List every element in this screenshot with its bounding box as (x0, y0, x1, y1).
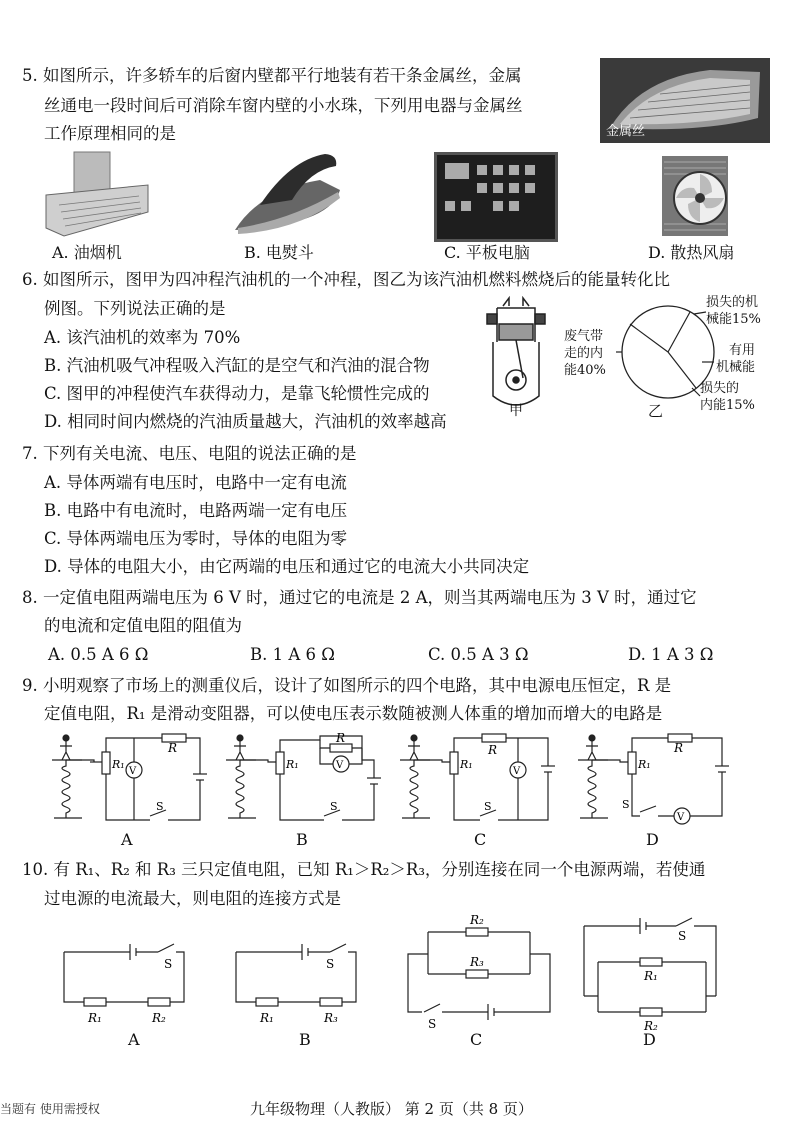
q9c-r1-label: R₁ (460, 758, 473, 771)
q10a-res1-label: R₁ (88, 1011, 102, 1025)
q10-circuit-c (404, 910, 554, 1030)
q9c-voltmeter-label: V (513, 766, 521, 777)
q9a-voltmeter-label: V (129, 766, 137, 777)
q9-circuit-c (398, 730, 568, 830)
q9b-r1-label: R₁ (286, 758, 299, 771)
fig-yi-label: 乙 (648, 402, 664, 420)
q10-circuit-a (60, 936, 200, 1028)
q7-option-c: C. 导体两端电压为零时，导体的电阻为零 (44, 529, 348, 548)
q10b-res1-label: R₁ (260, 1011, 274, 1025)
q9-label-b: B (296, 830, 308, 849)
q9-line2: 定值电阻，R₁ 是滑动变阻器，可以使电压表示数随被测人体重的增加而增大的电路是 (44, 704, 663, 723)
q9-label-d: D (646, 830, 659, 849)
q10-label-c: C (470, 1030, 483, 1049)
q10c-res3-label: R₃ (470, 955, 484, 969)
fig-jia-label: 甲 (509, 403, 523, 419)
q6-line1: 6. 如图所示，图甲为四冲程汽油机的一个冲程，图乙为该汽油机燃料燃烧后的能量转化比 (22, 270, 670, 289)
q8-line1: 8. 一定值电阻两端电压为 6 V 时，通过它的电流是 2 A，则当其两端电压为 3 V 时，通过它 (22, 588, 697, 607)
q9d-r1-label: R₁ (638, 758, 651, 771)
q9-circuit-a (50, 730, 220, 830)
q10a-res2-label: R₂ (152, 1011, 166, 1025)
footer-left-cut: 当题有 使用需授权 (0, 1102, 100, 1116)
cooling-fan-image (652, 148, 742, 240)
q10d-res1-label: R₁ (644, 969, 658, 983)
q7-option-a: A. 导体两端有电压时，电路中一定有电流 (44, 473, 347, 492)
q10-label-a: A (128, 1030, 140, 1049)
q9b-r-label: R (336, 731, 346, 745)
q8-option-b: B. 1 A 6 Ω (250, 645, 335, 664)
q9d-switch-label: S (622, 798, 630, 811)
range-hood-image (44, 150, 156, 238)
rear-window-photo (600, 58, 770, 143)
q8-line2: 的电流和定值电阻的阻值为 (44, 616, 242, 635)
pie-label-mech-loss: 损失的机 械能15% (706, 295, 761, 327)
iron-image (230, 150, 348, 238)
q10c-switch-label: S (428, 1017, 437, 1030)
q10-line1: 10. 有 R₁、R₂ 和 R₃ 三只定值电阻，已知 R₁＞R₂＞R₃，分别连接在同一个电源两端，若使通 (22, 860, 706, 879)
q5-option-a: A. 油烟机 (52, 243, 122, 262)
q5-line3: 工作原理相同的是 (44, 124, 176, 143)
q8-option-a: A. 0.5 A 6 Ω (48, 645, 149, 664)
q8-option-c: C. 0.5 A 3 Ω (428, 645, 529, 664)
q7-option-b: B. 电路中有电流时，电路两端一定有电压 (44, 501, 348, 520)
q10-circuit-d (578, 912, 728, 1032)
q6-option-c: C. 图甲的冲程使汽车获得动力，是靠飞轮惯性完成的 (44, 384, 430, 403)
pie-label-useful: 有用 机械能 (716, 343, 756, 375)
q5-option-c: C. 平板电脑 (444, 243, 530, 262)
q6-line2: 例图。下列说法正确的是 (44, 299, 226, 318)
q9c-r-label: R (488, 743, 498, 757)
q5-line1: 5. 如图所示，许多轿车的后窗内壁都平行地装有若干条金属丝，金属 (22, 66, 522, 85)
pie-label-heat-loss: 损失的 内能15% (700, 381, 755, 413)
q9a-switch-label: S (156, 800, 164, 813)
q5-option-d: D. 散热风扇 (648, 243, 735, 262)
q9-label-a: A (121, 830, 133, 849)
q5-line2: 丝通电一段时间后可消除车窗内壁的小水珠，下列用电器与金属丝 (44, 96, 523, 115)
q9-line1: 9. 小明观察了市场上的测重仪后，设计了如图所示的四个电路，其中电源电压恒定，R 是 (22, 676, 672, 695)
photo-label: 金属丝 (606, 124, 646, 139)
q9-circuit-b (224, 730, 394, 830)
q5-option-b: B. 电熨斗 (244, 243, 314, 262)
q10-circuit-b (232, 936, 372, 1028)
engine-stroke-figure (485, 296, 547, 419)
q10-label-d: D (643, 1030, 656, 1049)
q7-stem: 7. 下列有关电流、电压、电阻的说法正确的是 (22, 444, 357, 463)
tablet-image (434, 152, 558, 242)
q10-label-b: B (299, 1030, 311, 1049)
q9a-r-label: R (168, 741, 178, 755)
q10c-res2-label: R₂ (470, 913, 484, 927)
q9-circuit-d (572, 730, 742, 830)
q10d-res2-label: R₂ (644, 1019, 658, 1032)
pie-label-waste: 废气带 走的内 能40% (564, 329, 606, 378)
q9-label-c: C (474, 830, 487, 849)
q10d-switch-label: S (678, 929, 687, 943)
q10a-switch-label: S (164, 957, 173, 971)
q10b-switch-label: S (326, 957, 335, 971)
page-footer: 九年级物理（人教版） 第 2 页（共 8 页） (250, 1100, 533, 1118)
q9d-r-label: R (674, 741, 684, 755)
q9d-voltmeter-label: V (677, 812, 685, 823)
q6-option-b: B. 汽油机吸气冲程吸入汽缸的是空气和汽油的混合物 (44, 356, 430, 375)
q7-option-d: D. 导体的电阻大小，由它两端的电压和通过它的电流大小共同决定 (44, 557, 530, 576)
q6-option-a: A. 该汽油机的效率为 70% (44, 328, 241, 347)
q10-line2: 过电源的电流最大，则电阻的连接方式是 (44, 889, 341, 908)
energy-pie-figure (560, 292, 780, 420)
q9c-switch-label: S (484, 800, 492, 813)
q9b-voltmeter-label: V (336, 760, 344, 771)
q8-option-d: D. 1 A 3 Ω (628, 645, 714, 664)
q9b-switch-label: S (330, 800, 338, 813)
q10b-res3-label: R₃ (324, 1011, 338, 1025)
q6-option-d: D. 相同时间内燃烧的汽油质量越大，汽油机的效率越高 (44, 412, 447, 431)
q9a-r1-label: R₁ (112, 758, 125, 771)
